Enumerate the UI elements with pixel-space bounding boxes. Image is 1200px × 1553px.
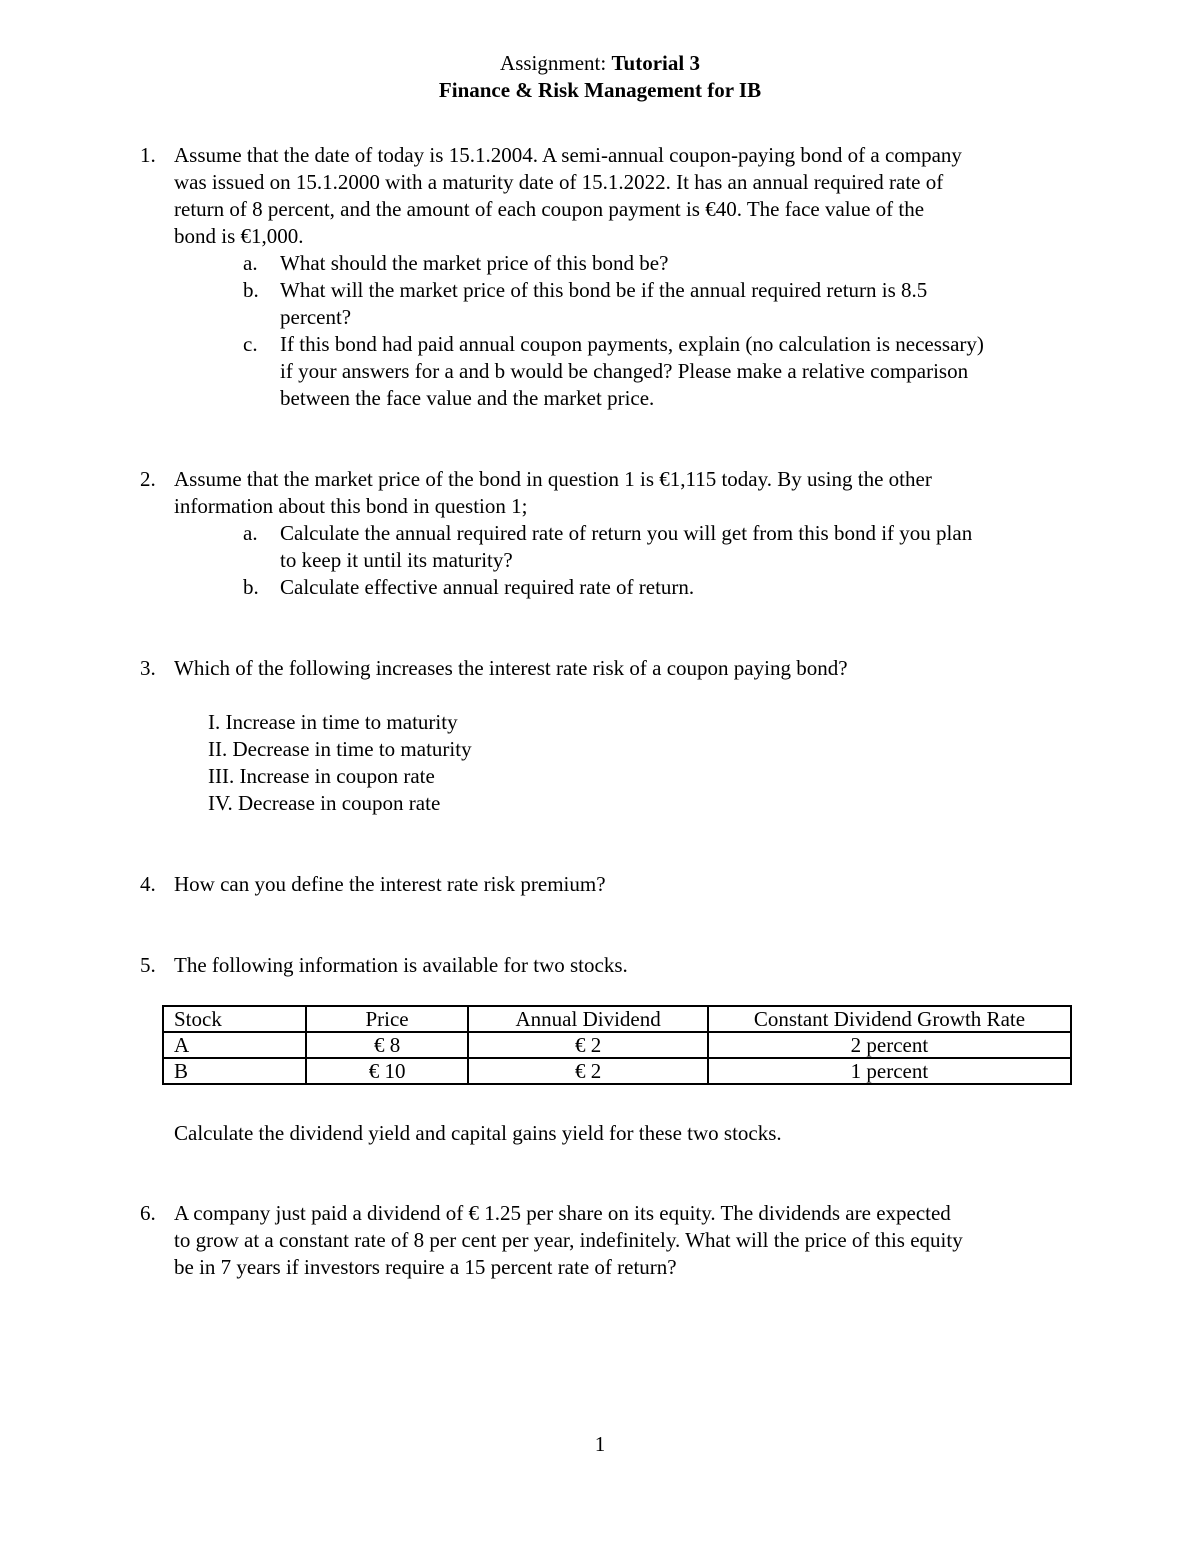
q1b-text: What will the market price of this bond be if the annual required return is 8.5 [280,278,928,302]
q1a-label: a. [243,251,258,275]
assignment-title: Tutorial 3 [611,51,700,75]
q2-line: information about this bond in question 1; [174,494,528,518]
course-title: Finance & Risk Management for IB [438,78,762,102]
table-cell: A [163,1032,306,1058]
q2a-text: to keep it until its maturity? [280,548,513,572]
table-header-cell: Price [306,1006,469,1032]
q1c-text: if your answers for a and b would be changed? Please make a relative comparison [280,359,969,383]
table-cell: 1 percent [708,1058,1071,1084]
q1c-label: c. [243,332,258,356]
q2-line: Assume that the market price of the bond in question 1 is €1,115 today. By using the other [174,467,932,491]
table-cell: B [163,1058,306,1084]
q4-number: 4. [140,872,156,896]
q6-line: to grow at a constant rate of 8 per cent per year, indefinitely. What will the price of this equity [174,1228,963,1252]
q6-line: be in 7 years if investors require a 15 percent rate of return? [174,1255,677,1279]
q1-line: was issued on 15.1.2000 with a maturity date of 15.1.2022. It has an annual required rate of [174,170,944,194]
q5-text: The following information is available for two stocks. [174,953,628,977]
q6-number: 6. [140,1201,156,1225]
page-number: 1 [594,1432,606,1456]
q1-number: 1. [140,143,156,167]
q2b-label: b. [243,575,259,599]
q4-text: How can you define the interest rate risk premium? [174,872,606,896]
table-row [163,1058,1071,1084]
q3-text: Which of the following increases the interest rate risk of a coupon paying bond? [174,656,848,680]
q2b-text: Calculate effective annual required rate of return. [280,575,695,599]
q5-number: 5. [140,953,156,977]
table-header-cell: Stock [163,1006,306,1032]
q1a-text: What should the market price of this bond be? [280,251,669,275]
q1c-text: between the face value and the market price. [280,386,655,410]
q2a-label: a. [243,521,258,545]
q2-number: 2. [140,467,156,491]
table-cell: € 10 [306,1058,469,1084]
q3-option: II. Decrease in time to maturity [208,737,472,761]
table-cell: € 8 [306,1032,469,1058]
table-header-cell: Constant Dividend Growth Rate [708,1006,1071,1032]
stocks-table [162,1005,1072,1085]
q6-line: A company just paid a dividend of € 1.25 per share on its equity. The dividends are expected [174,1201,951,1225]
q3-option: I. Increase in time to maturity [208,710,458,734]
assignment-heading [0,50,1200,77]
table-cell: € 2 [468,1058,708,1084]
q3-option: IV. Decrease in coupon rate [208,791,441,815]
table-row [163,1032,1071,1058]
q1-line: bond is €1,000. [174,224,304,248]
table-cell: € 2 [468,1032,708,1058]
q5-followup: Calculate the dividend yield and capital gains yield for these two stocks. [174,1121,782,1145]
q1b-label: b. [243,278,259,302]
q2a-text: Calculate the annual required rate of return you will get from this bond if you plan [280,521,973,545]
table-header-row [163,1006,1071,1032]
table-header-cell: Annual Dividend [468,1006,708,1032]
q3-number: 3. [140,656,156,680]
q1b-text: percent? [280,305,352,329]
q3-option: III. Increase in coupon rate [208,764,435,788]
q1-line: return of 8 percent, and the amount of each coupon payment is €40. The face value of the [174,197,925,221]
q1c-text: If this bond had paid annual coupon payments, explain (no calculation is necessary) [280,332,984,356]
table-cell: 2 percent [708,1032,1071,1058]
q1-line: Assume that the date of today is 15.1.2004. A semi-annual coupon-paying bond of a company [174,143,962,167]
assignment-prefix: Assignment: [500,51,612,75]
